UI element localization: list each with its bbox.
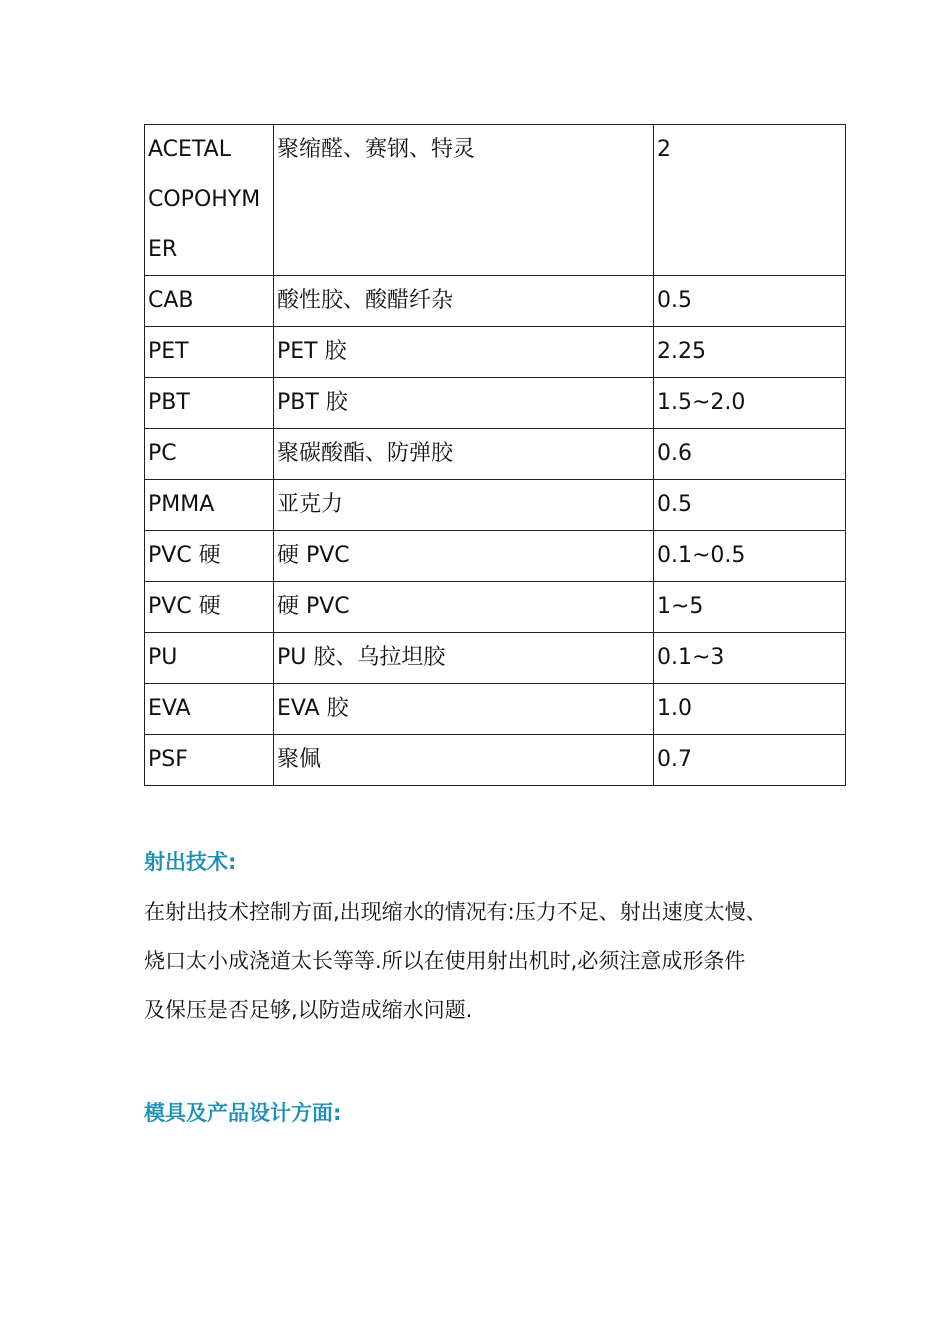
material-name-cell: EVA 胶 [274, 684, 654, 735]
paragraph-line: 在射出技术控制方面,出现缩水的情况有:压力不足、射出速度太慢、 [144, 900, 767, 924]
shrinkage-value-cell: 2 [654, 125, 846, 276]
table-row [145, 633, 846, 684]
table-row [145, 582, 846, 633]
material-name-cell: PBT 胶 [274, 378, 654, 429]
material-name-cell: 酸性胶、酸醋纤杂 [274, 276, 654, 327]
material-abbr-cell: PBT [145, 378, 274, 429]
shrinkage-table [144, 124, 846, 786]
material-abbr-cell: PSF [145, 735, 274, 786]
material-name-cell: 硬 PVC [274, 531, 654, 582]
material-abbr-cell: PU [145, 633, 274, 684]
table-row [145, 429, 846, 480]
material-name-cell: 亚克力 [274, 480, 654, 531]
paragraph-line: 及保压是否足够,以防造成缩水问题. [144, 998, 473, 1022]
material-name-cell: 聚缩醛、赛钢、特灵 [274, 125, 654, 276]
shrinkage-value-cell: 0.1~0.5 [654, 531, 846, 582]
shrinkage-value-cell: 0.5 [654, 480, 846, 531]
table-row [145, 531, 846, 582]
material-name-cell: 硬 PVC [274, 582, 654, 633]
shrinkage-value-cell: 1.5~2.0 [654, 378, 846, 429]
shrinkage-value-cell: 1.0 [654, 684, 846, 735]
material-abbr-cell: PVC 硬 [145, 531, 274, 582]
table-row [145, 327, 846, 378]
injection-paragraph [144, 888, 824, 1035]
shrinkage-value-cell: 0.6 [654, 429, 846, 480]
material-name-cell: 聚碳酸酯、防弹胶 [274, 429, 654, 480]
material-abbr-cell [145, 125, 274, 276]
material-abbr-cell: PC [145, 429, 274, 480]
section-heading-injection: 射出技术: [144, 850, 237, 874]
table-row [145, 378, 846, 429]
shrinkage-value-cell: 0.1~3 [654, 633, 846, 684]
material-abbr-line: COPOHYM [148, 187, 261, 212]
material-abbr-cell: PET [145, 327, 274, 378]
material-abbr-line: ER [148, 237, 178, 262]
paragraph-line: 烧口太小成浇道太长等等.所以在使用射出机时,必须注意成形条件 [144, 949, 746, 973]
table-row [145, 735, 846, 786]
material-abbr-cell: PMMA [145, 480, 274, 531]
table-row [145, 276, 846, 327]
shrinkage-value-cell: 0.7 [654, 735, 846, 786]
table-row [145, 125, 846, 276]
material-abbr-line: ACETAL [148, 137, 231, 162]
material-abbr-cell: CAB [145, 276, 274, 327]
shrinkage-value-cell: 1~5 [654, 582, 846, 633]
material-name-cell: PU 胶、乌拉坦胶 [274, 633, 654, 684]
material-name-cell: PET 胶 [274, 327, 654, 378]
table-row [145, 684, 846, 735]
shrinkage-value-cell: 2.25 [654, 327, 846, 378]
section-heading-mold-design: 模具及产品设计方面: [144, 1101, 342, 1125]
material-abbr-cell: PVC 硬 [145, 582, 274, 633]
shrinkage-value-cell: 0.5 [654, 276, 846, 327]
table-row [145, 480, 846, 531]
material-abbr-cell: EVA [145, 684, 274, 735]
material-name-cell: 聚佩 [274, 735, 654, 786]
